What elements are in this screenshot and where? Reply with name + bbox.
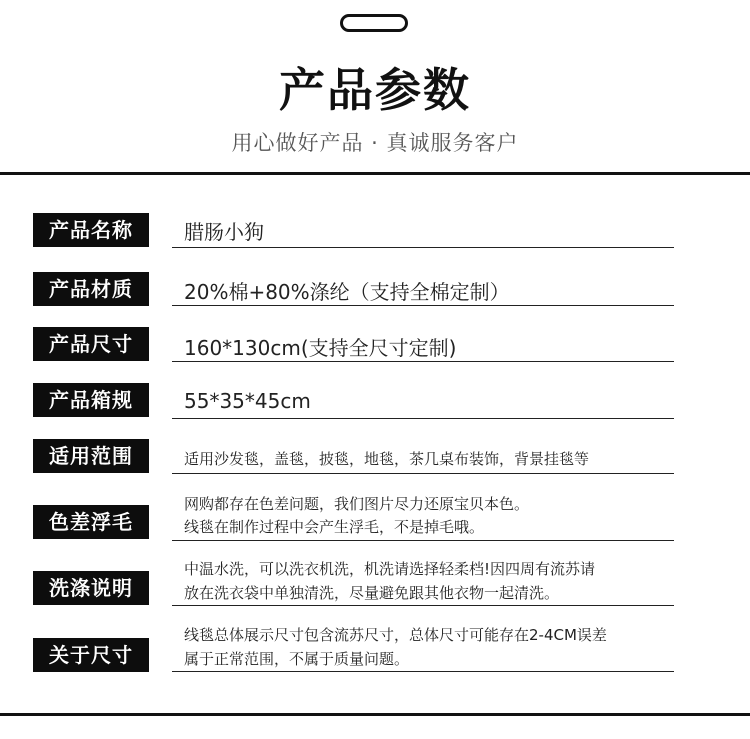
spec-value-line-1: 网购都存在色差问题，我们图片尽力还原宝贝本色。 — [184, 495, 530, 513]
top-pill-decoration — [340, 14, 408, 32]
underline — [172, 605, 674, 606]
spec-label: 产品尺寸 — [33, 327, 149, 361]
underline — [172, 361, 674, 362]
spec-value-line-2: 放在洗衣袋中单独清洗，尽量避免跟其他衣物一起清洗。 — [184, 584, 560, 602]
spec-label: 产品名称 — [33, 213, 149, 247]
underline — [172, 473, 674, 474]
spec-value: 160*130cm(支持全尺寸定制) — [184, 336, 457, 360]
spec-value-line-1: 线毯总体展示尺寸包含流苏尺寸，总体尺寸可能存在2-4CM误差 — [184, 626, 607, 644]
spec-value: 20%棉+80%涤纶（支持全棉定制） — [184, 280, 510, 304]
underline — [172, 305, 674, 306]
page-subtitle: 用心做好产品 · 真诚服务客户 — [231, 131, 519, 155]
spec-label: 产品箱规 — [33, 383, 149, 417]
spec-value: 55*35*45cm — [184, 389, 311, 413]
top-divider — [0, 172, 750, 175]
underline — [172, 671, 674, 672]
underline — [172, 418, 674, 419]
spec-label: 产品材质 — [33, 272, 149, 306]
spec-value: 腊肠小狗 — [184, 220, 264, 244]
spec-label: 色差浮毛 — [33, 505, 149, 539]
underline — [172, 540, 674, 541]
spec-label: 洗涤说明 — [33, 571, 149, 605]
page-title: 产品参数 — [279, 63, 471, 117]
spec-value-line-2: 属于正常范围，不属于质量问题。 — [184, 650, 410, 668]
spec-value-line-2: 线毯在制作过程中会产生浮毛，不是掉毛哦。 — [184, 518, 485, 536]
spec-value: 适用沙发毯，盖毯，披毯，地毯，茶几桌布装饰，背景挂毯等 — [184, 450, 590, 468]
spec-value-line-1: 中温水洗，可以洗衣机洗，机洗请选择轻柔档!因四周有流苏请 — [184, 560, 596, 578]
underline — [172, 247, 674, 248]
spec-label: 适用范围 — [33, 439, 149, 473]
bottom-divider — [0, 713, 750, 716]
spec-label: 关于尺寸 — [33, 638, 149, 672]
